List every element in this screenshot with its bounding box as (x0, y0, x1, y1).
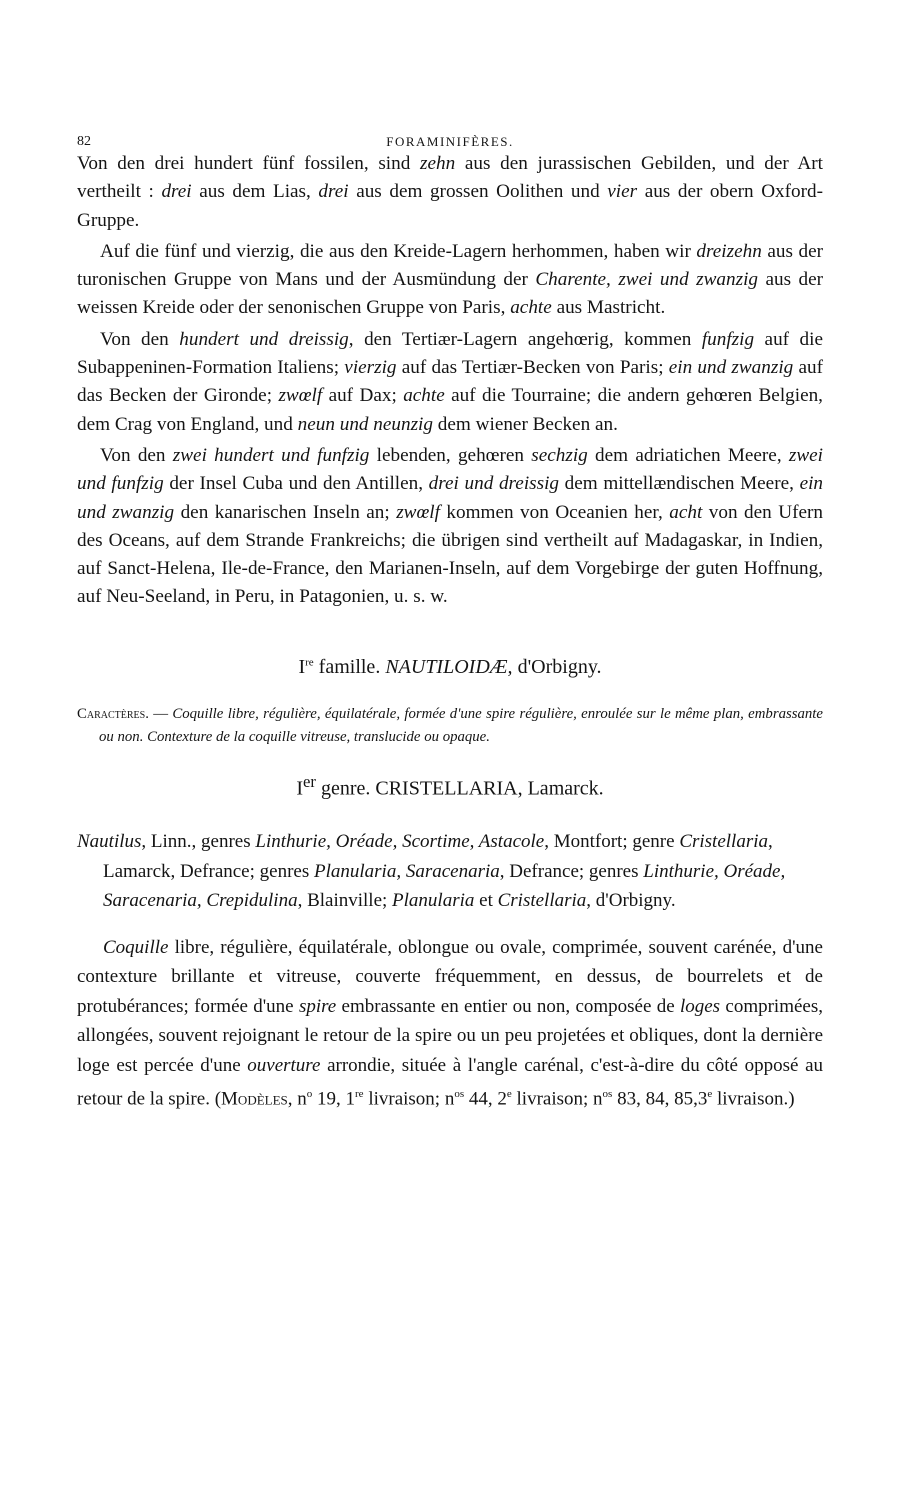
text-run: Coquille (103, 936, 169, 958)
text-run: ein und zwanzig (668, 357, 794, 379)
text-run: , Linn., genres (141, 831, 256, 853)
text-run: Von den drei hundert fünf fossilen, sind (77, 153, 420, 174)
characters-dash: — (148, 705, 173, 722)
text-run: Von den (100, 328, 180, 350)
text-run: aus der weissen Kreide oder der senonischen Gruppe von Paris, (77, 269, 824, 319)
text-run: funfzig (701, 328, 755, 350)
text-run: aus dem Lias, (191, 181, 319, 203)
text-run: spire (298, 995, 337, 1017)
text-run: lebenden, gehœren (369, 444, 532, 466)
text-run: drei (161, 181, 192, 203)
page-number: 82 (77, 134, 91, 149)
text-run: aus den jurassischen Gebilden, und der Art vertheilt : (77, 153, 823, 203)
text-run: loges (679, 995, 721, 1017)
text-run: drei (318, 181, 349, 203)
text-run: zwœlf (278, 385, 323, 407)
genus-number: I (296, 777, 303, 800)
family-name: NAUTILOIDÆ, (385, 655, 513, 678)
text-run: , Lamarck, Defrance; genres (103, 831, 773, 882)
text-run: , Montfort; genre (544, 831, 680, 853)
text-run: aus Mastricht. (551, 297, 666, 319)
text-run: 19, 1 (312, 1088, 356, 1110)
characters-label: Caractères. (77, 705, 149, 722)
text-run: ouverture (247, 1054, 321, 1076)
text-run: re (355, 1088, 364, 1101)
text-run: neun und neunzig (297, 413, 433, 435)
text-run: dreizehn (696, 240, 762, 262)
paragraph-fossil-distribution (77, 150, 823, 235)
text-run: livraison; n (511, 1088, 603, 1110)
text-run: Planularia, Saracenaria (314, 860, 500, 882)
family-author: d'Orbigny. (512, 655, 602, 678)
text-run: comprimées, allongées, souvent rejoignant le retour de la spire ou un peu projetées et obliques, dont la dernière loge est percée d'une (77, 995, 823, 1076)
family-word: famille. (313, 655, 386, 678)
text-run: aus dem grossen Oolithen und (348, 181, 608, 203)
paragraph-cretaceous (77, 238, 823, 323)
text-run: zwei hundert und funfzig (172, 444, 370, 466)
description-paragraph (77, 933, 823, 1114)
text-run: Cristellaria (679, 831, 768, 853)
text-run: den kanarischen Inseln an; (174, 501, 397, 523)
text-run: e (707, 1088, 713, 1101)
text-run: von den Ufern des Oceans, auf dem Strande Frankreichs; die übrigen sind vertheilt auf Madagaskar, in Indien, auf Sanct-Helena, Ile-de-France, den Marianen-Inseln, auf dem Vorgebirge der guten Hoffnung, auf Neu-Seeland, in Peru, in Patagonien, u. s. w. (77, 501, 823, 608)
text-run: auf das Tertiær-Becken von Paris; (396, 357, 669, 379)
text-run: Nautilus (77, 831, 142, 853)
page (77, 128, 823, 1114)
text-run: achte (403, 385, 445, 407)
genus-number-sup: er (303, 771, 316, 791)
paragraph-living (77, 442, 823, 612)
text-run: libre, régulière, équilatérale, oblongue ou ovale, comprimée, souvent carénée, d'une contexture brillante et vitreuse, couverte fréquemment, en dessus, de bourrelets et de protubérances; formée d'une (77, 936, 823, 1017)
text-run: acht (669, 501, 703, 523)
text-run: ein und zwanzig (77, 473, 824, 523)
text-run: os (454, 1088, 465, 1101)
text-run: vier (607, 181, 638, 203)
text-run: , Blainville; (297, 890, 393, 912)
paragraph-tertiary (77, 326, 823, 439)
text-run: Linthurie, Oréade, Saracenaria, Crepidulina (103, 860, 786, 912)
text-run: Charente, zwei und zwanzig (535, 269, 758, 291)
text-run: achte (510, 297, 552, 319)
text-run: arrondie, située à l'angle carénal, c'est-à-dire du côté opposé au retour de la spire. ( (77, 1054, 823, 1110)
text-run: drei und dreissig (428, 473, 560, 495)
family-heading (77, 656, 823, 679)
text-run: zwœlf (396, 501, 440, 523)
text-run: embrassante en entier ou non, composée de (336, 995, 680, 1017)
text-run: 83, 84, 85,3 (612, 1088, 708, 1110)
text-run: , d'Orbigny. (586, 890, 676, 912)
text-run: dem wiener Becken an. (433, 413, 618, 435)
text-run: kommen von Oceanien her, (439, 501, 670, 523)
characters-paragraph (77, 703, 823, 750)
text-run: o (306, 1088, 313, 1101)
genus-author: , Lamarck. (517, 777, 604, 800)
german-section (77, 150, 823, 612)
text-run: 44, 2 (464, 1088, 507, 1110)
text-run: Planularia (392, 890, 475, 912)
family-number-sup: re (305, 656, 314, 669)
text-run: Modèles (221, 1088, 288, 1110)
running-head (77, 128, 823, 150)
text-run: , n (287, 1088, 307, 1110)
text-run: dem mittellændischen Meere, (559, 473, 800, 495)
text-run: aus der obern Oxford-Gruppe. (77, 181, 824, 231)
text-run: auf die Subappeninen-Formation Italiens; (77, 328, 823, 379)
text-run: auf die Tourraine; die andern gehœren Belgien, dem Crag von England, und (77, 385, 823, 435)
text-run: , Defrance; genres (499, 860, 644, 882)
text-run: Von den (100, 444, 173, 466)
genus-heading (77, 772, 823, 801)
text-run: auf das Becken der Gironde; (77, 357, 823, 407)
text-run: , den Tertiær-Lagern angehœrig, kommen (348, 328, 702, 350)
genus-word: genre. (315, 777, 376, 800)
text-run: dem adriatichen Meere, (587, 444, 789, 466)
genus-name: CRISTELLARIA (375, 777, 518, 800)
text-run: sechzig (531, 444, 588, 466)
text-run: e (506, 1088, 512, 1101)
text-run: der Insel Cuba und den Antillen, (163, 473, 429, 495)
text-run: zehn (420, 153, 456, 174)
text-run: livraison; n (363, 1088, 455, 1110)
characters-text: Coquille libre, régulière, équilatérale, formée d'une spire régulière, enroulée sur le même plan, embrassante ou non. Contexture de la coquille vitreuse, translucide ou opaque. (99, 705, 823, 746)
synonymy-paragraph (77, 827, 823, 916)
text-run: Auf die fünf und vierzig, die aus den Kreide-Lagern herhommen, haben wir (100, 240, 697, 262)
text-run: et (474, 890, 498, 912)
text-run: Linthurie, Oréade, Scortime, Astacole (255, 831, 545, 853)
text-run: vierzig (344, 357, 397, 379)
text-run: os (602, 1088, 613, 1101)
text-run: aus der turonischen Gruppe von Mans und der Ausmündung der (77, 240, 824, 291)
text-run: livraison.) (712, 1088, 795, 1110)
text-run: auf Dax; (322, 385, 404, 407)
text-run: zwei und funfzig (77, 444, 823, 495)
family-number: I (298, 655, 306, 678)
text-run: Cristellaria (497, 890, 587, 912)
running-title: FORAMINIFÈRES. (386, 134, 514, 149)
text-run: hundert und dreissig (179, 328, 349, 350)
